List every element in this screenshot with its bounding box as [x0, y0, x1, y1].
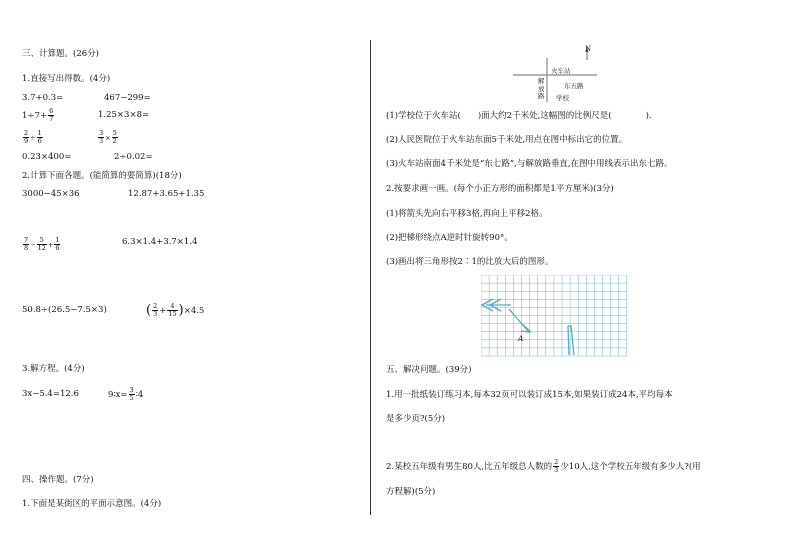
problem-1-line-1: 1.用一批纸装订练习本,每本32页可以装订成15本,如果装订成24本,平均每本 — [386, 390, 673, 400]
mental-math-item: 0.23×400= — [22, 152, 72, 162]
triangle-shape — [568, 326, 574, 355]
map-question-3: (3)火车站南面4千米处是“东七路”,与解放路垂直,在图中用线表示出东七路。 — [386, 159, 673, 169]
drawing-grid — [481, 275, 628, 357]
mental-math-item: $\frac{2}{9}$ ÷ $\frac{1}{6}$ — [24, 129, 42, 145]
north-label: N — [585, 45, 592, 53]
question-3-title: 3.解方程。(4分) — [22, 364, 85, 374]
question-1-title: 1.直接写出得数。(4分) — [22, 74, 111, 84]
mental-math-item — [22, 108, 55, 123]
school-label: 学校 — [556, 94, 569, 102]
fraction: $\frac{5}{12}$ — [37, 236, 46, 252]
draw-task-3: (3)画出将三角形按2∶1的比放大后的图形。 — [386, 257, 554, 267]
road-jiefang-label: 解放路 — [538, 77, 545, 100]
question-4-1-title: 1.下面是某街区的平面示意图。(4分) — [22, 499, 162, 509]
mental-math-item: 2÷0.02= — [114, 152, 153, 162]
problem-1-line-2: 是多少页?(5分) — [386, 414, 446, 424]
question-2-title: 2.计算下面各题。(能简算的要简算)(18分) — [22, 171, 182, 181]
column-divider — [370, 40, 371, 515]
fraction: $\frac{3}{3}$ — [99, 129, 104, 145]
fraction: $\frac{3}{5}$ — [129, 386, 134, 402]
fraction: $\frac{2}{9}$ — [24, 129, 29, 145]
station-label: 火车站 — [551, 67, 571, 75]
calc-item: 3000−45×36 — [22, 189, 80, 199]
arrow-shape — [482, 299, 511, 311]
map-question-2: (2)人民医院位于火车站东面5千米处,用点在图中标出它的位置。 — [386, 135, 628, 145]
mental-math-item: 467−299= — [104, 93, 151, 103]
section-5-title: 五、解决问题。(39分) — [386, 365, 472, 375]
draw-task-2: (2)把梯形绕点A逆时针旋转90°。 — [386, 233, 513, 243]
trapezoid-shape — [509, 309, 531, 332]
fraction: $\frac{2}{3}$ — [153, 302, 158, 318]
problem-2-line-2: 方程解)(5分) — [386, 487, 436, 497]
equation-item: 3x−5.4=12.6 — [22, 389, 79, 399]
calc-item: 12.87+3.65+1.35 — [128, 189, 205, 199]
fraction: $\frac{7}{8}$ — [24, 236, 29, 252]
fraction: $\frac{5}{2}$ — [112, 129, 117, 145]
expr-text: 1÷7+ — [22, 111, 48, 121]
calc-item: 50.8÷(26.5−7.5×3) — [22, 305, 107, 315]
mental-math-item: 3.7+0.3= — [22, 93, 64, 103]
mental-math-item: $\frac{3}{3}$ × $\frac{5}{2}$ — [99, 129, 117, 145]
problem-2-line-1: 2.某校五年级有男生80人,比五年级总人数的 $\frac{2}{3}$ 少10人,这个学校五年级有多少人?(用 — [386, 458, 701, 474]
fraction: $\frac{1}{6}$ — [55, 236, 60, 252]
question-2-title-right: 2.按要求画一画。(每个小正方形的面积都是1平方厘米)(3分) — [386, 184, 614, 194]
draw-task-1: (1)将箭头先向右平移3格,再向上平移2格。 — [386, 209, 548, 219]
fraction: $\frac{1}{6}$ — [37, 129, 42, 145]
calc-item: $\frac{7}{8}$ − $\frac{5}{12}$ + $\frac{1}{6}$ — [24, 236, 60, 252]
fraction: $\frac{4}{15}$ — [168, 302, 177, 318]
equation-item: 9∶x= $\frac{3}{5}$ ∶4 — [108, 386, 144, 402]
calc-item: 6.3×1.4+3.7×1.4 — [122, 237, 198, 247]
section-4-title: 四、操作题。(7分) — [22, 475, 94, 485]
map-question-1: (1)学校位于火车站( )面大约2千米处,这幅图的比例尺是( ). — [386, 111, 652, 121]
point-a-label: A — [518, 334, 524, 343]
calc-item: ( $\frac{2}{3}$ + $\frac{4}{15}$ )×4.5 — [146, 302, 205, 318]
section-3-title: 三、计算题。(26分) — [22, 49, 99, 59]
fraction: $\frac{2}{3}$ — [554, 458, 559, 474]
road-east-label: 东五路 — [564, 82, 584, 90]
mental-math-item: 1.25×3×8= — [98, 110, 150, 120]
fraction: $\frac{6}{7}$ — [49, 107, 54, 123]
